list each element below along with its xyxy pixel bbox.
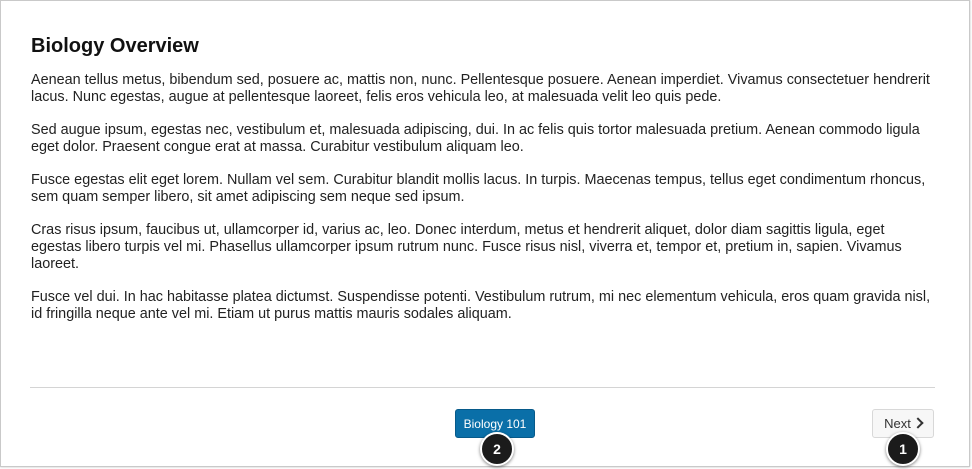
paragraph-5: Fusce vel dui. In hac habitasse platea dictumst. Suspendisse potenti. Vestibulum rutrum, mi nec elementum vehicula, eros quam gravida nisl, id fringilla neque ante vel mi. Etiam ut purus mattis mauris sodales aliquam. bbox=[31, 289, 931, 322]
callout-marker-2: 2 bbox=[480, 432, 514, 466]
module-button-label: Biology 101 bbox=[463, 417, 527, 431]
paragraph-2: Sed augue ipsum, egestas nec, vestibulum et, malesuada adipiscing, dui. In ac felis quis tortor malesuada pretium. Aenean commodo ligula eget dolor. Praesent congue erat at massa. Curabitur vestibulum aliquam leo. bbox=[31, 122, 920, 155]
next-button-label: Next bbox=[884, 416, 911, 431]
paragraph-1: Aenean tellus metus, bibendum sed, posuere ac, mattis non, nunc. Pellentesque posuere. Aenean imperdiet. Vivamus consectetuer hendrerit lacus. Nunc egestas, augue at pellentesque laoreet, felis eros vehicula leo, at malesuada velit leo quis pede. bbox=[31, 72, 930, 105]
page-content bbox=[31, 35, 931, 339]
page-title: Biology Overview bbox=[31, 35, 199, 57]
callout-marker-1: 1 bbox=[886, 432, 920, 466]
chevron-right-icon bbox=[912, 417, 923, 428]
paragraph-4: Cras risus ipsum, faucibus ut, ullamcorper id, varius ac, leo. Donec interdum, metus et hendrerit aliquet, dolor diam sagittis ligula, eget egestas libero turpis vel mi. Phasellus ullamcorper ipsum rutrum nunc. Fusce risus nisl, viverra et, tempor et, pretium in, sapien. Vivamus laoreet. bbox=[31, 222, 902, 272]
paragraph-3: Fusce egestas elit eget lorem. Nullam vel sem. Curabitur blandit mollis lacus. In turpis. Maecenas tempus, tellus eget condimentum rhoncus, sem quam semper libero, sit amet adipiscing sem neque sed ipsum. bbox=[31, 172, 926, 205]
footer-divider bbox=[30, 387, 935, 388]
